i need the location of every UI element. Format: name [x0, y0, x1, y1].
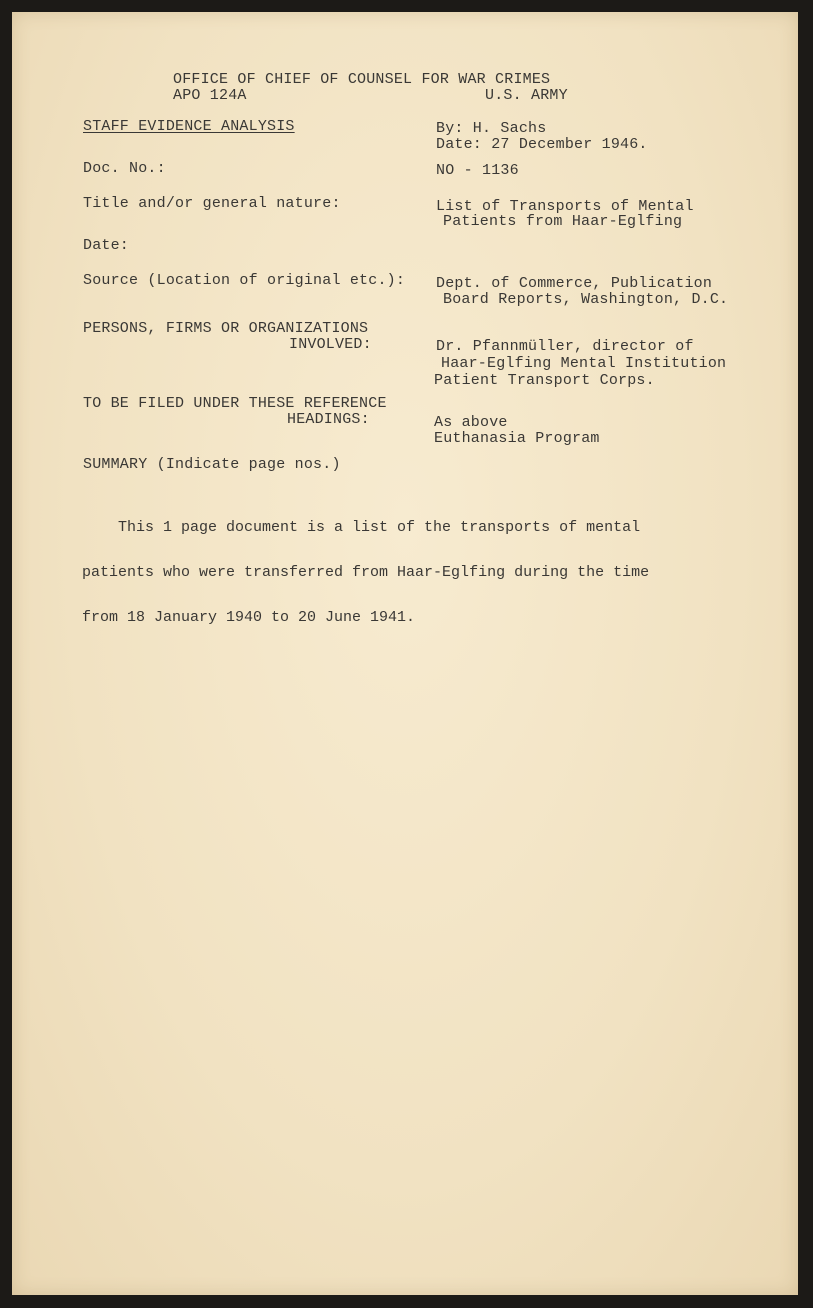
apo-number: APO 124A — [173, 87, 247, 104]
summary-line-3: from 18 January 1940 to 20 June 1941. — [82, 609, 416, 626]
filed-value-line1: As above — [434, 414, 508, 431]
persons-label-line1: PERSONS, FIRMS OR ORGANIZATIONS — [83, 320, 369, 337]
persons-value-line3: Patient Transport Corps. — [434, 372, 655, 389]
title-value-line2: Patients from Haar-Eglfing — [443, 213, 683, 230]
filed-value-line2: Euthanasia Program — [434, 430, 600, 447]
date-label: Date: — [83, 237, 130, 254]
persons-value-line1: Dr. Pfannmüller, director of — [436, 338, 694, 355]
source-label: Source (Location of original etc.): — [83, 272, 406, 289]
filed-label-line2: HEADINGS: — [287, 411, 370, 428]
filed-label-line1: TO BE FILED UNDER THESE REFERENCE — [83, 395, 387, 412]
doc-no-label: Doc. No.: — [83, 160, 166, 177]
summary-label: SUMMARY (Indicate page nos.) — [83, 456, 341, 473]
doc-no-value: NO - 1136 — [436, 162, 519, 179]
persons-label-line2: INVOLVED: — [289, 336, 372, 353]
document-page — [12, 12, 798, 1295]
summary-text — [82, 490, 722, 655]
persons-value-line2: Haar-Eglfing Mental Institution — [441, 355, 727, 372]
title-value-line1: List of Transports of Mental — [436, 198, 694, 215]
summary-line-2: patients who were transferred from Haar-Eglfing during the time — [82, 564, 650, 581]
analyst-name: By: H. Sachs — [436, 120, 547, 137]
army-label: U.S. ARMY — [485, 87, 568, 104]
summary-line-1: This 1 page document is a list of the transports of mental — [82, 519, 641, 536]
source-value-line1: Dept. of Commerce, Publication — [436, 275, 713, 292]
source-value-line2: Board Reports, Washington, D.C. — [443, 291, 729, 308]
title-label: Title and/or general nature: — [83, 195, 341, 212]
office-heading: OFFICE OF CHIEF OF COUNSEL FOR WAR CRIMES — [173, 71, 551, 88]
staff-evidence-heading: STAFF EVIDENCE ANALYSIS — [83, 118, 295, 135]
analysis-date: Date: 27 December 1946. — [436, 136, 648, 153]
